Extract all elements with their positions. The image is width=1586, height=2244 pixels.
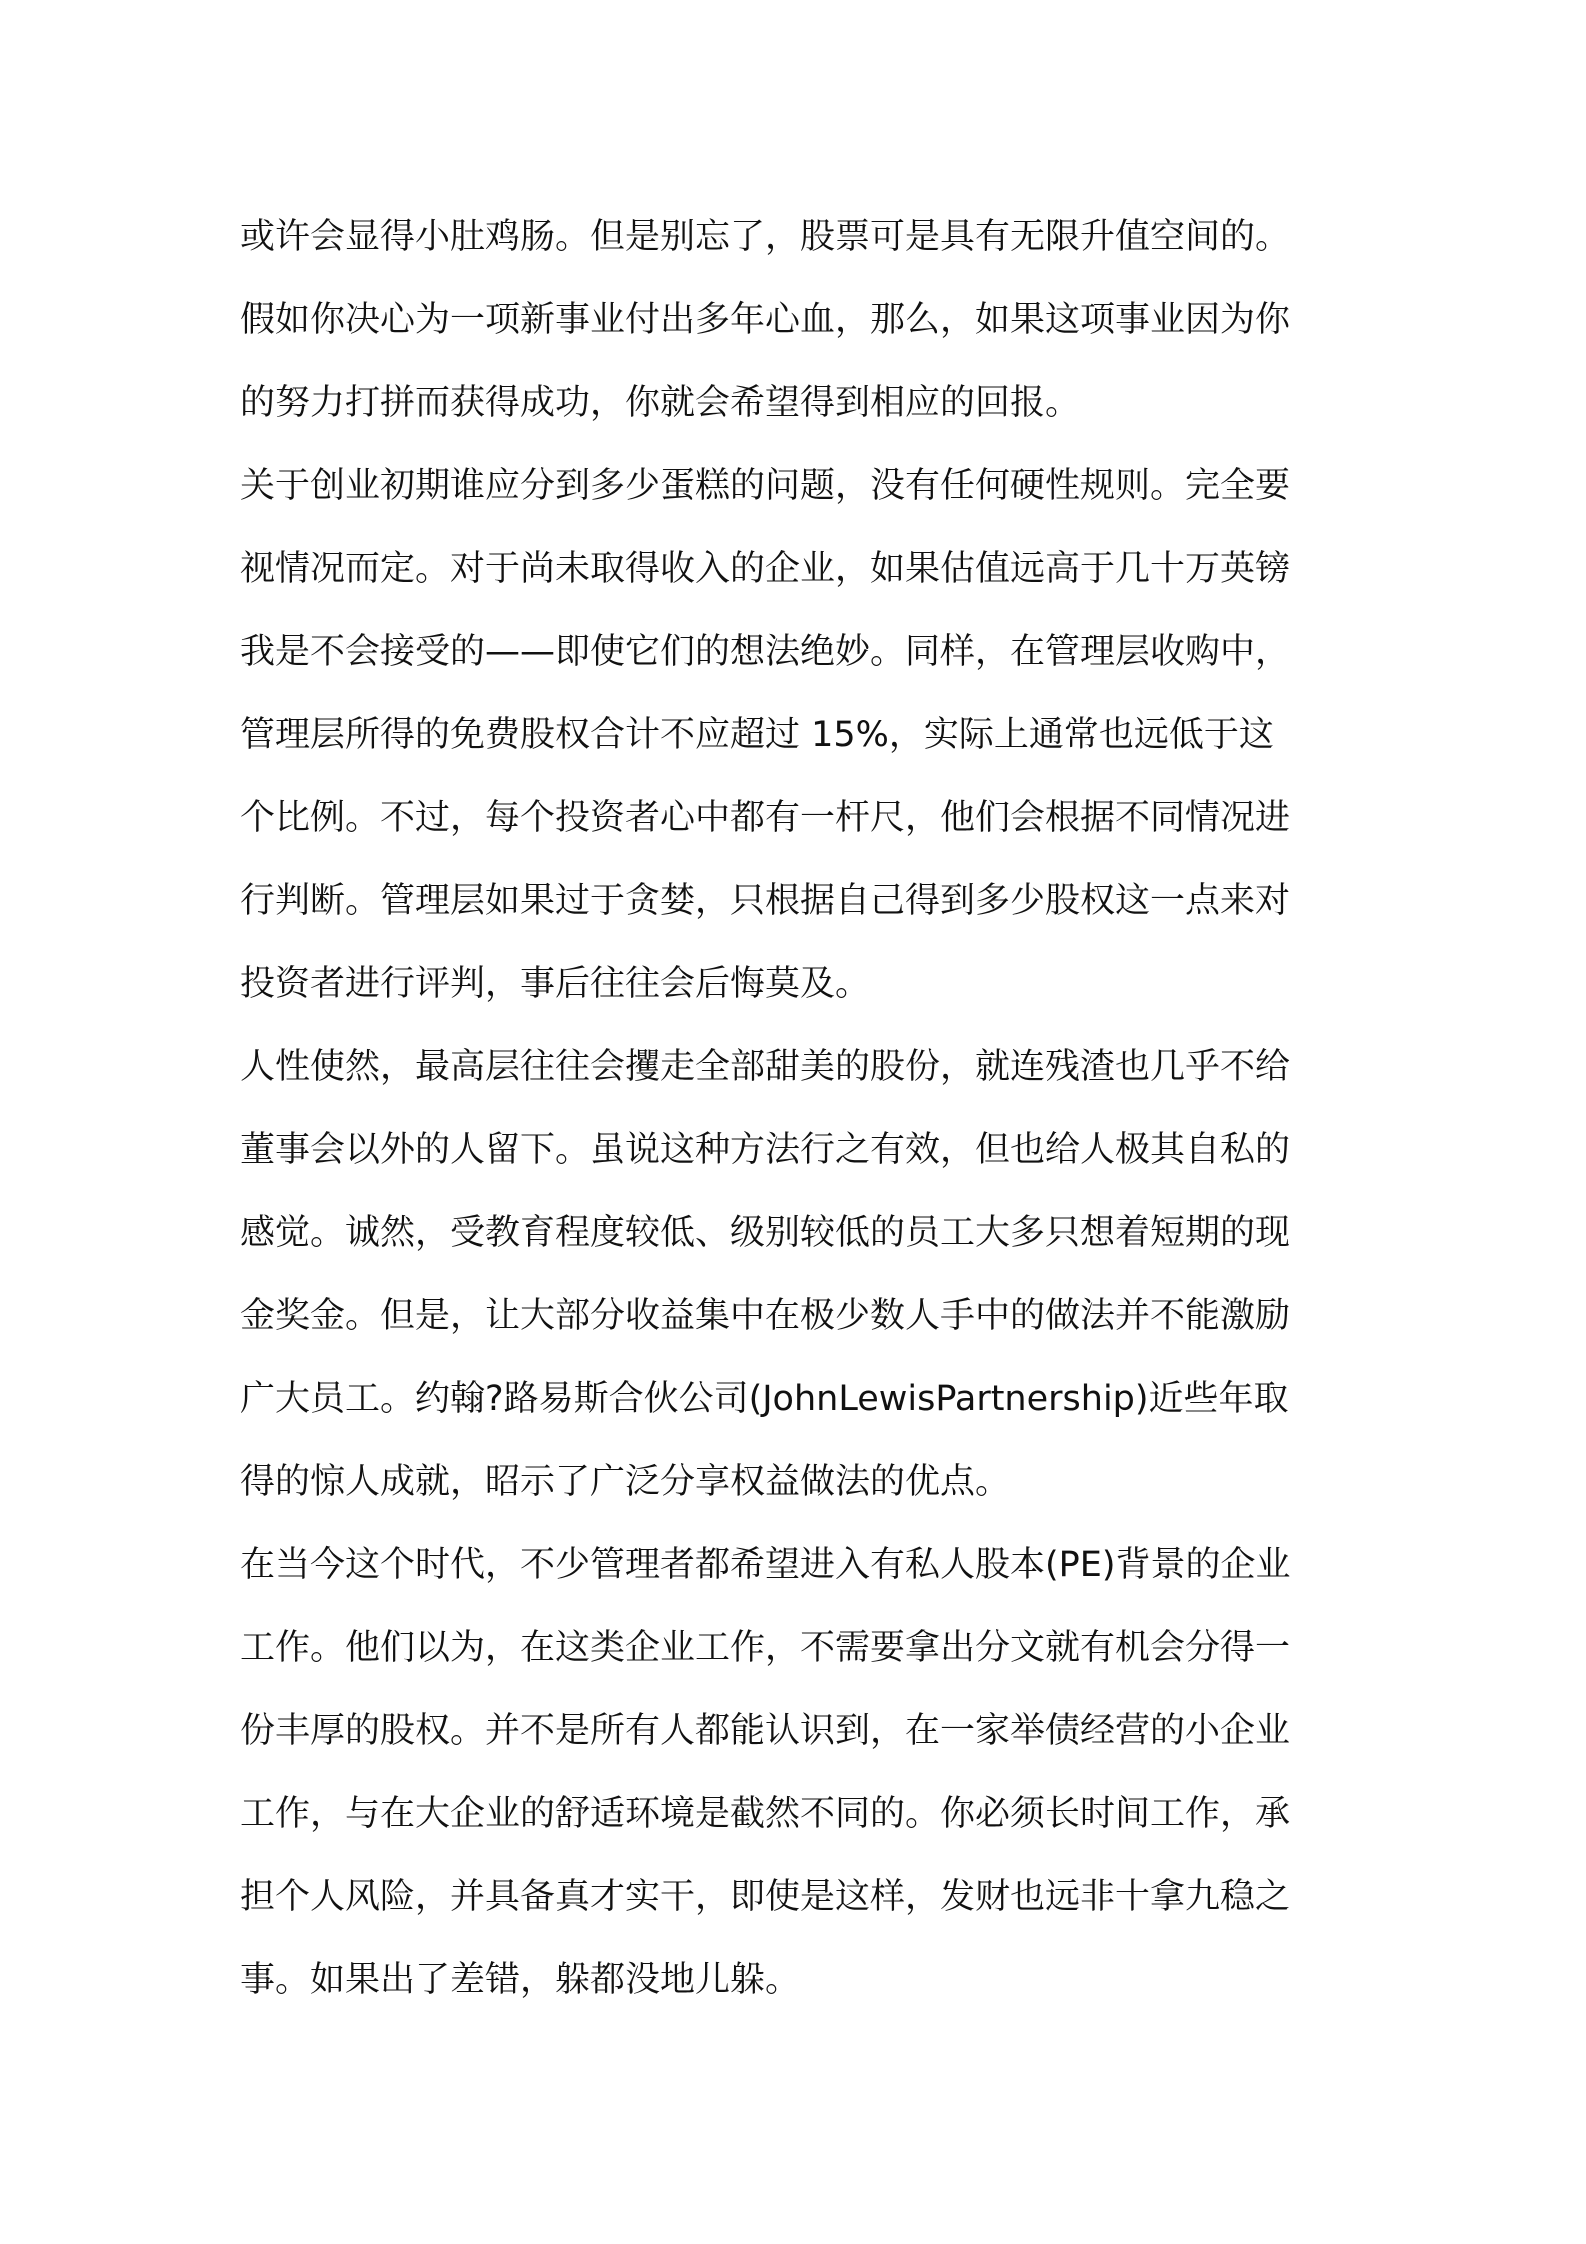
text-line: 广大员工。约翰?路易斯合伙公司(JohnLewisPartnership)近些年取 (240, 1379, 1289, 1419)
text-line: 感觉。诚然，受教育程度较低、级别较低的员工大多只想着短期的现 (240, 1213, 1291, 1253)
text-line: 得的惊人成就，昭示了广泛分享权益做法的优点。 (240, 1462, 1011, 1502)
text-line: 投资者进行评判，事后往往会后悔莫及。 (240, 964, 871, 1004)
text-line: 在当今这个时代，不少管理者都希望进入有私人股本(PE)背景的企业 (240, 1545, 1291, 1585)
text-line: 董事会以外的人留下。虽说这种方法行之有效，但也给人极其自私的 (240, 1130, 1291, 1170)
text-line: 关于创业初期谁应分到多少蛋糕的问题，没有任何硬性规则。完全要 (240, 466, 1291, 506)
text-line: 工作，与在大企业的舒适环境是截然不同的。你必须长时间工作，承 (240, 1794, 1291, 1834)
text-line: 行判断。管理层如果过于贪婪，只根据自己得到多少股权这一点来对 (240, 881, 1291, 921)
text-line: 份丰厚的股权。并不是所有人都能认识到，在一家举债经营的小企业 (240, 1711, 1291, 1751)
text-line: 假如你决心为一项新事业付出多年心血，那么，如果这项事业因为你 (240, 300, 1291, 340)
text-line: 的努力打拼而获得成功，你就会希望得到相应的回报。 (240, 383, 1081, 423)
body-text (240, 196, 1360, 2022)
text-line: 事。如果出了差错，躲都没地儿躲。 (240, 1960, 801, 2000)
text-line: 管理层所得的免费股权合计不应超过 15%，实际上通常也远低于这 (240, 715, 1274, 755)
text-line: 金奖金。但是，让大部分收益集中在极少数人手中的做法并不能激励 (240, 1296, 1291, 1336)
paragraph-1 (240, 196, 1360, 445)
text-line: 人性使然，最高层往往会攫走全部甜美的股份，就连残渣也几乎不给 (240, 1047, 1291, 1087)
text-line: 工作。他们以为，在这类企业工作，不需要拿出分文就有机会分得一 (240, 1628, 1291, 1668)
text-line: 担个人风险，并具备真才实干，即使是这样，发财也远非十拿九稳之 (240, 1877, 1291, 1917)
text-line: 视情况而定。对于尚未取得收入的企业，如果估值远高于几十万英镑 (240, 549, 1291, 589)
paragraph-2 (240, 445, 1360, 1026)
text-line: 个比例。不过，每个投资者心中都有一杆尺，他们会根据不同情况进 (240, 798, 1291, 838)
text-line: 我是不会接受的——即使它们的想法绝妙。同样，在管理层收购中， (240, 632, 1291, 672)
text-line: 或许会显得小肚鸡肠。但是别忘了，股票可是具有无限升值空间的。 (240, 217, 1291, 257)
paragraph-3 (240, 1026, 1360, 1524)
paragraph-4 (240, 1524, 1360, 2022)
